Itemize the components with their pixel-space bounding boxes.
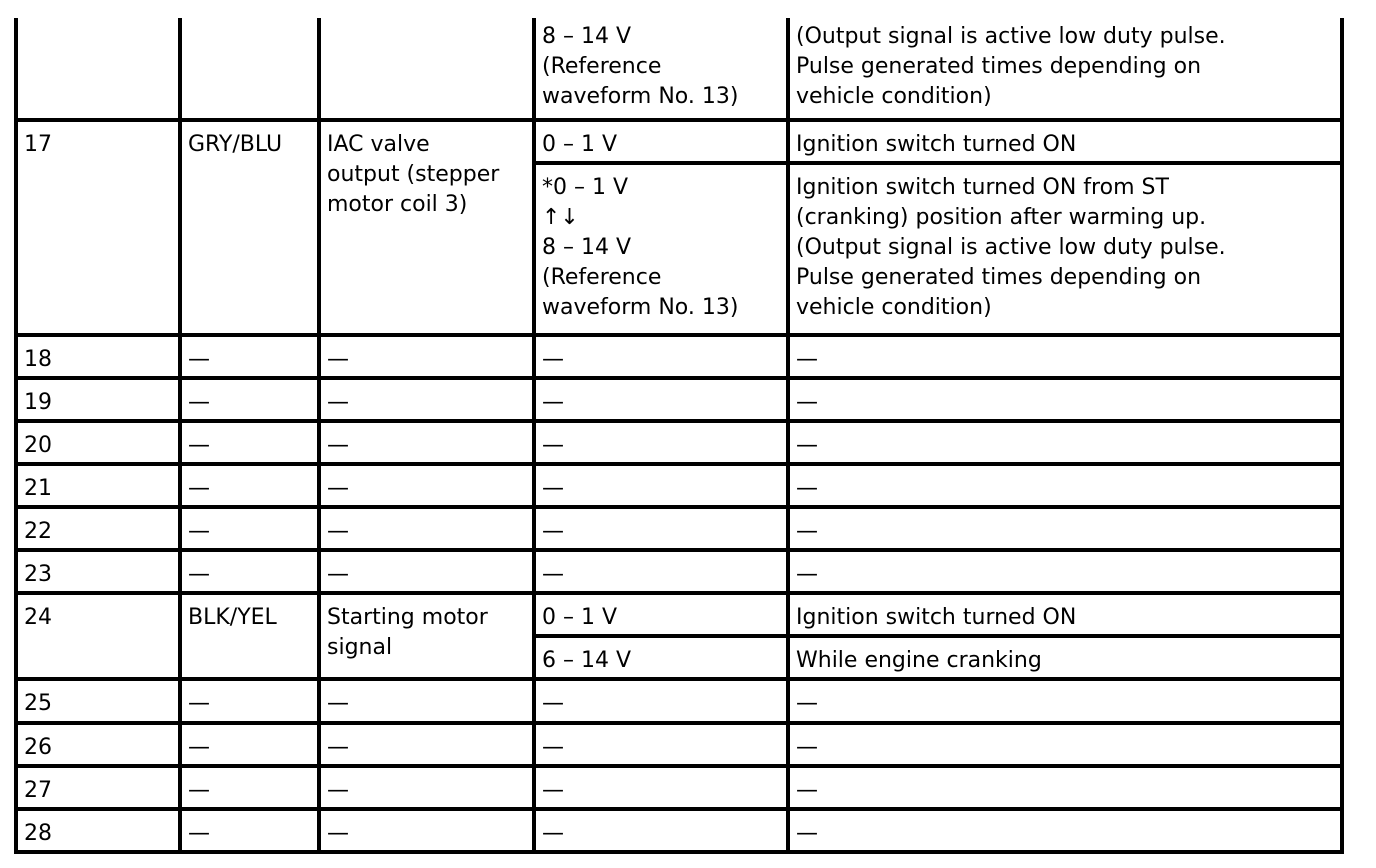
wire-color-cell: —	[180, 766, 319, 809]
table-row	[16, 18, 1342, 120]
terminal-no-cell: 27	[16, 766, 180, 809]
table-row	[16, 766, 1342, 809]
table-row	[16, 378, 1342, 421]
data-value-cell: —	[534, 550, 788, 593]
terminal-no-cell: 24	[16, 593, 180, 679]
data-value-cell: —	[534, 507, 788, 550]
table-row	[16, 550, 1342, 593]
terminal-no-cell: 23	[16, 550, 180, 593]
wire-color-cell: —	[180, 723, 319, 766]
table-row	[16, 723, 1342, 766]
terminal-no-cell: 20	[16, 421, 180, 464]
wire-color-cell: —	[180, 809, 319, 852]
terminal-table-body	[16, 18, 1342, 852]
data-value-cell: —	[534, 679, 788, 722]
wire-color-cell: —	[180, 464, 319, 507]
item-cell: —	[319, 809, 534, 852]
terminal-no-cell: 28	[16, 809, 180, 852]
data-value-cell: —	[534, 809, 788, 852]
table-row	[16, 593, 1342, 636]
table-row	[16, 120, 1342, 163]
data-value-cell: —	[534, 421, 788, 464]
data-value-cell: 6 – 14 V	[534, 636, 788, 679]
table-row	[16, 679, 1342, 722]
wire-color-cell: —	[180, 421, 319, 464]
condition-cell: —	[788, 335, 1342, 378]
condition-cell: —	[788, 464, 1342, 507]
item-cell: —	[319, 378, 534, 421]
data-value-cell: 8 – 14 V (Reference waveform No. 13)	[534, 18, 788, 120]
terminal-no-cell: 26	[16, 723, 180, 766]
table-row	[16, 809, 1342, 852]
data-value-cell: 0 – 1 V	[534, 593, 788, 636]
condition-cell: —	[788, 723, 1342, 766]
wire-color-cell: —	[180, 378, 319, 421]
item-cell	[319, 18, 534, 120]
item-cell: —	[319, 679, 534, 722]
terminal-table	[14, 18, 1344, 854]
item-cell: —	[319, 421, 534, 464]
wire-color-cell: —	[180, 507, 319, 550]
condition-cell: —	[788, 378, 1342, 421]
table-row	[16, 421, 1342, 464]
condition-cell: —	[788, 679, 1342, 722]
item-cell: —	[319, 335, 534, 378]
item-cell: —	[319, 766, 534, 809]
terminal-no-cell: 19	[16, 378, 180, 421]
item-cell: —	[319, 464, 534, 507]
table-row	[16, 507, 1342, 550]
data-value-cell: —	[534, 464, 788, 507]
wire-color-cell: —	[180, 335, 319, 378]
item-cell: —	[319, 550, 534, 593]
wire-color-cell: —	[180, 550, 319, 593]
data-value-cell: —	[534, 378, 788, 421]
table-row	[16, 464, 1342, 507]
item-cell: —	[319, 507, 534, 550]
data-value-cell: —	[534, 766, 788, 809]
wire-color-cell: BLK/YEL	[180, 593, 319, 679]
condition-cell: Ignition switch turned ON from ST (cranking) position after warming up. (Output signal is active low duty pulse. Pulse generated times depending on vehicle condition)	[788, 163, 1342, 334]
terminal-no-cell: 25	[16, 679, 180, 722]
condition-cell: Ignition switch turned ON	[788, 120, 1342, 163]
terminal-no-cell: 22	[16, 507, 180, 550]
condition-cell: —	[788, 809, 1342, 852]
terminal-no-cell	[16, 18, 180, 120]
condition-cell: Ignition switch turned ON	[788, 593, 1342, 636]
condition-cell: —	[788, 507, 1342, 550]
wire-color-cell	[180, 18, 319, 120]
condition-cell: —	[788, 550, 1342, 593]
data-value-cell: *0 – 1 V ↑↓ 8 – 14 V (Reference waveform No. 13)	[534, 163, 788, 334]
item-cell: —	[319, 723, 534, 766]
terminal-no-cell: 18	[16, 335, 180, 378]
condition-cell: (Output signal is active low duty pulse. Pulse generated times depending on vehicle condition)	[788, 18, 1342, 120]
terminal-no-cell: 17	[16, 120, 180, 335]
condition-cell: —	[788, 766, 1342, 809]
condition-cell: While engine cranking	[788, 636, 1342, 679]
item-cell: IAC valve output (stepper motor coil 3)	[319, 120, 534, 335]
terminal-no-cell: 21	[16, 464, 180, 507]
wire-color-cell: —	[180, 679, 319, 722]
table-row	[16, 335, 1342, 378]
data-value-cell: —	[534, 723, 788, 766]
wire-color-cell: GRY/BLU	[180, 120, 319, 335]
data-value-cell: 0 – 1 V	[534, 120, 788, 163]
item-cell: Starting motor signal	[319, 593, 534, 679]
condition-cell: —	[788, 421, 1342, 464]
data-value-cell: —	[534, 335, 788, 378]
